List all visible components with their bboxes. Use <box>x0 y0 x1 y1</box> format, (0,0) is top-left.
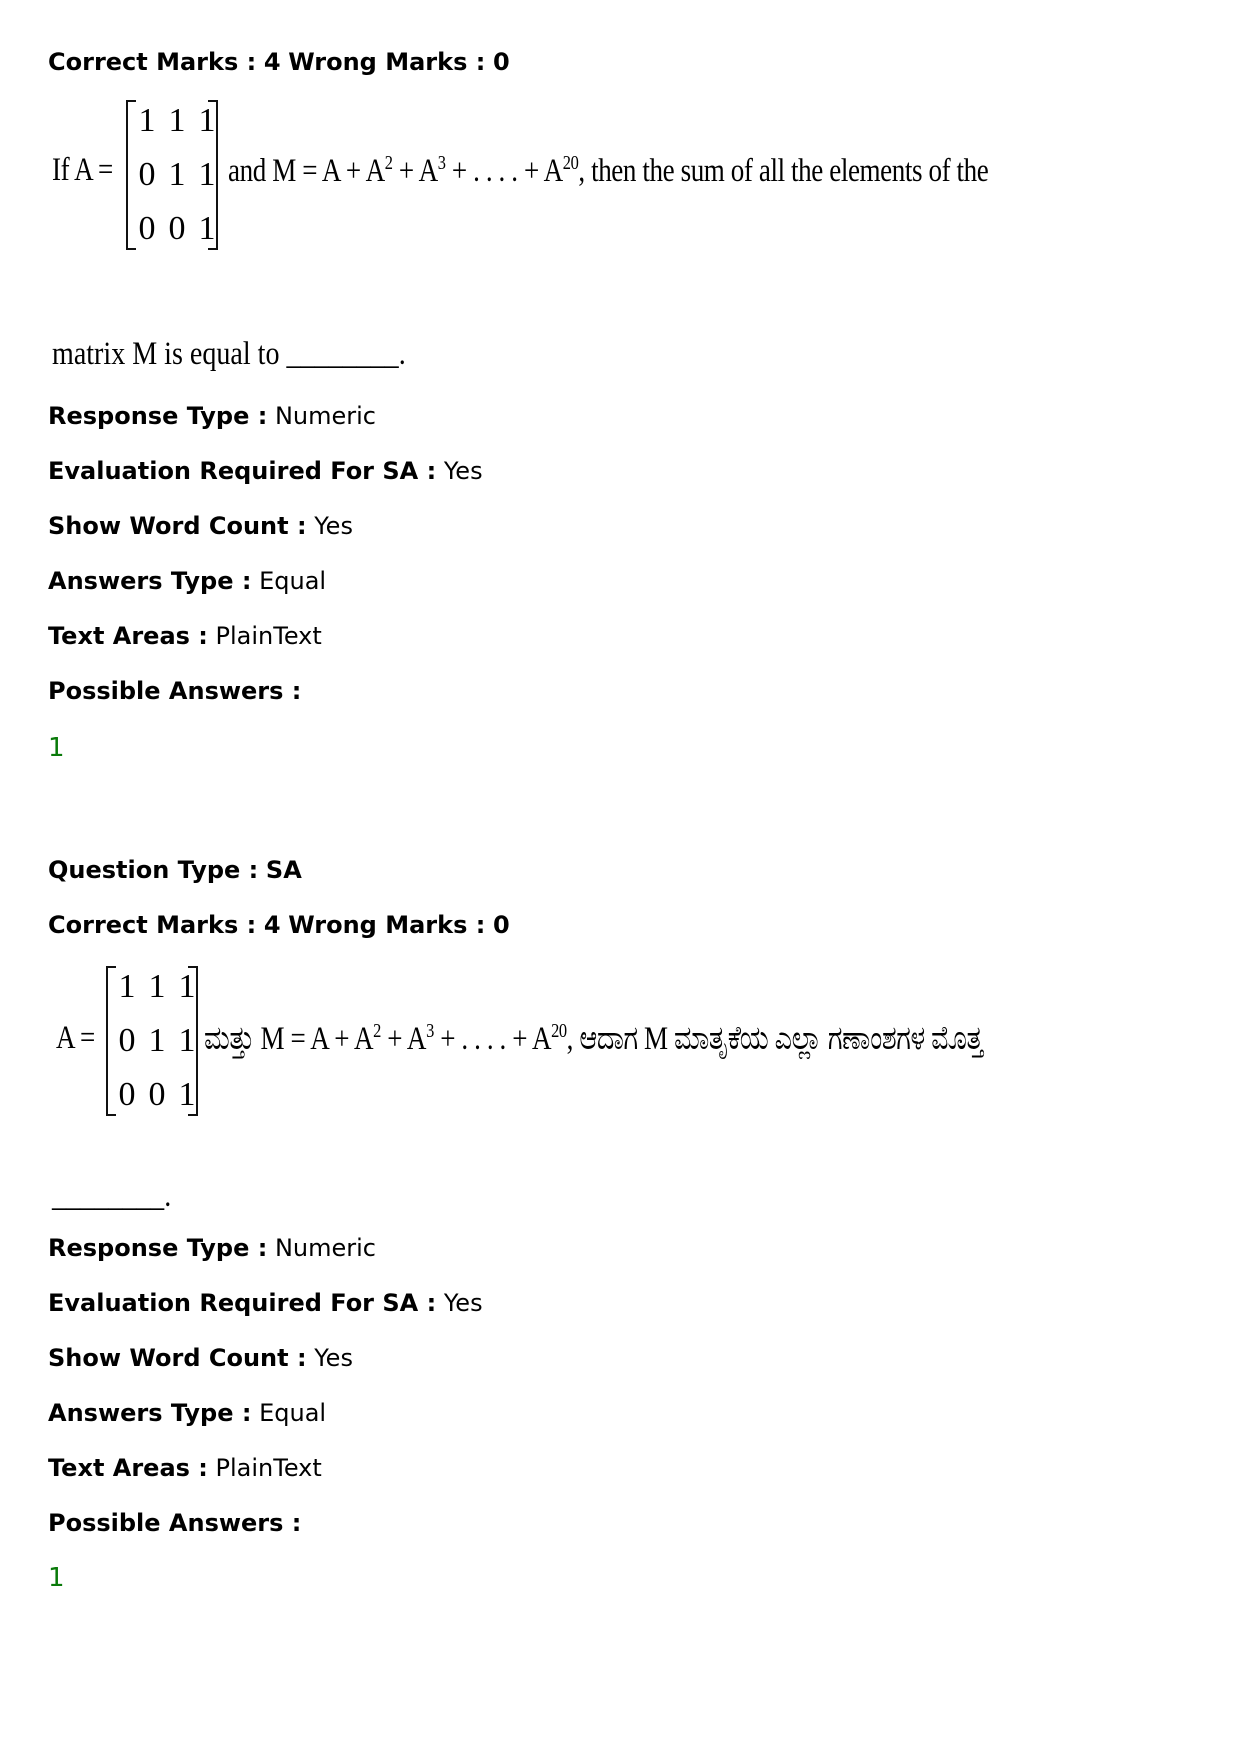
q1-matrix-cell: 1 <box>198 102 216 139</box>
q2-matrix-cell: 1 <box>148 1022 166 1059</box>
q1-field-row <box>48 620 322 652</box>
q1-field-label: Evaluation Required For SA : <box>48 457 437 485</box>
q1-field-label: Show Word Count : <box>48 512 307 540</box>
q1-field-value: Numeric <box>274 402 376 430</box>
q1-wrong-marks-value: 0 <box>492 48 510 76</box>
q1-matrix-cell: 1 <box>138 102 156 139</box>
q2-q-part: , ಆದಾಗ M ಮಾತೃಕೆಯ ಎಲ್ಲಾ ಗಣಾಂಶಗಳ ಮೊತ್ತ <box>566 1021 983 1057</box>
q1-field-label: Response Type : <box>48 402 268 430</box>
q1-field-label: Possible Answers : <box>48 677 302 705</box>
q2-field-label: Response Type : <box>48 1234 268 1262</box>
q2-field-label: Answers Type : <box>48 1399 252 1427</box>
q1-wrong-marks-label: Wrong Marks : <box>288 48 486 76</box>
q1-matrix-right-bracket <box>208 100 218 250</box>
q1-field-value: Equal <box>259 567 327 595</box>
q2-wrong-marks-label: Wrong Marks : <box>288 911 486 939</box>
q2-field-row <box>48 1452 322 1484</box>
q2-correct-marks-label: Correct Marks : <box>48 911 257 939</box>
q1-matrix-cell: 0 <box>168 210 186 247</box>
q2-field-row <box>48 1507 301 1539</box>
q1-question-line2: matrix M is equal to ________. <box>52 336 406 372</box>
q2-field-value: Numeric <box>274 1234 376 1262</box>
q2-matrix-cell: 1 <box>178 1022 196 1059</box>
q2-exp: 3 <box>426 1020 434 1042</box>
q2-field-label: Text Areas : <box>48 1454 208 1482</box>
q1-matrix-cell: 1 <box>168 156 186 193</box>
q1-marks-line <box>48 46 510 78</box>
q1-matrix-cell: 1 <box>198 210 216 247</box>
q2-question-type-line <box>48 854 302 886</box>
q1-field-label: Text Areas : <box>48 622 208 650</box>
q2-matrix-cell: 0 <box>118 1076 136 1113</box>
q2-field-label: Possible Answers : <box>48 1509 302 1537</box>
q2-matrix-cell: 1 <box>148 968 166 1005</box>
q2-field-row <box>48 1397 326 1429</box>
q1-correct-marks-value: 4 <box>263 48 281 76</box>
q2-question-type-label: Question Type : <box>48 856 259 884</box>
q2-field-row <box>48 1232 376 1264</box>
q2-field-row <box>48 1342 353 1374</box>
q2-matrix-cell: 1 <box>178 1076 196 1113</box>
q1-matrix-cell: 0 <box>138 156 156 193</box>
q2-q-part: + A <box>380 1021 427 1057</box>
q1-exp: 3 <box>437 152 446 174</box>
q2-field-label: Evaluation Required For SA : <box>48 1289 437 1317</box>
q2-question-line2: ________. <box>52 1178 172 1214</box>
q1-field-row <box>48 510 353 542</box>
q2-field-value: Yes <box>314 1344 353 1372</box>
q1-field-row <box>48 455 483 487</box>
q2-matrix-prefix: A = <box>56 1020 95 1056</box>
q1-matrix-prefix: If A = <box>52 152 113 188</box>
q2-field-value: Equal <box>259 1399 327 1427</box>
q1-possible-answer: 1 <box>48 733 65 763</box>
q2-matrix-cell: 0 <box>118 1022 136 1059</box>
q1-correct-marks-label: Correct Marks : <box>48 48 257 76</box>
q2-q-part: + . . . . + A <box>433 1021 552 1057</box>
q1-q-part: and M = A + A <box>228 153 385 189</box>
q1-field-row <box>48 565 326 597</box>
q1-matrix-cell: 1 <box>168 102 186 139</box>
q2-correct-marks-value: 4 <box>263 911 281 939</box>
q1-field-label: Answers Type : <box>48 567 252 595</box>
q1-field-row <box>48 675 301 707</box>
q2-wrong-marks-value: 0 <box>492 911 510 939</box>
q1-q-part: , then the sum of all the elements of the <box>578 153 989 189</box>
q2-field-value: Yes <box>443 1289 483 1317</box>
q2-exp: 2 <box>373 1020 381 1042</box>
q1-exp: 2 <box>384 152 393 174</box>
q2-exp: 20 <box>551 1020 567 1042</box>
q2-question-type-value: SA <box>265 856 302 884</box>
q2-field-value: PlainText <box>215 1454 322 1482</box>
q1-matrix-cell: 0 <box>138 210 156 247</box>
q2-marks-line <box>48 909 510 941</box>
q1-q-part: + A <box>392 153 438 189</box>
q2-field-row <box>48 1287 483 1319</box>
q2-matrix-cell: 1 <box>178 968 196 1005</box>
q1-field-value: Yes <box>443 457 483 485</box>
q1-field-row <box>48 400 376 432</box>
q2-matrix-cell: 1 <box>118 968 136 1005</box>
q1-matrix-cell: 1 <box>198 156 216 193</box>
q1-field-value: PlainText <box>215 622 322 650</box>
q1-q-part: + . . . . + A <box>445 153 563 189</box>
q1-exp: 20 <box>562 152 579 174</box>
q2-possible-answer: 1 <box>48 1563 65 1593</box>
q1-field-value: Yes <box>314 512 353 540</box>
q1-question-line1 <box>228 152 988 190</box>
q2-field-label: Show Word Count : <box>48 1344 307 1372</box>
q2-question-line1 <box>204 1020 983 1058</box>
q2-matrix-right-bracket <box>188 966 198 1116</box>
q2-q-part: ಮತ್ತು M = A + A <box>204 1021 374 1057</box>
q2-matrix-cell: 0 <box>148 1076 166 1113</box>
